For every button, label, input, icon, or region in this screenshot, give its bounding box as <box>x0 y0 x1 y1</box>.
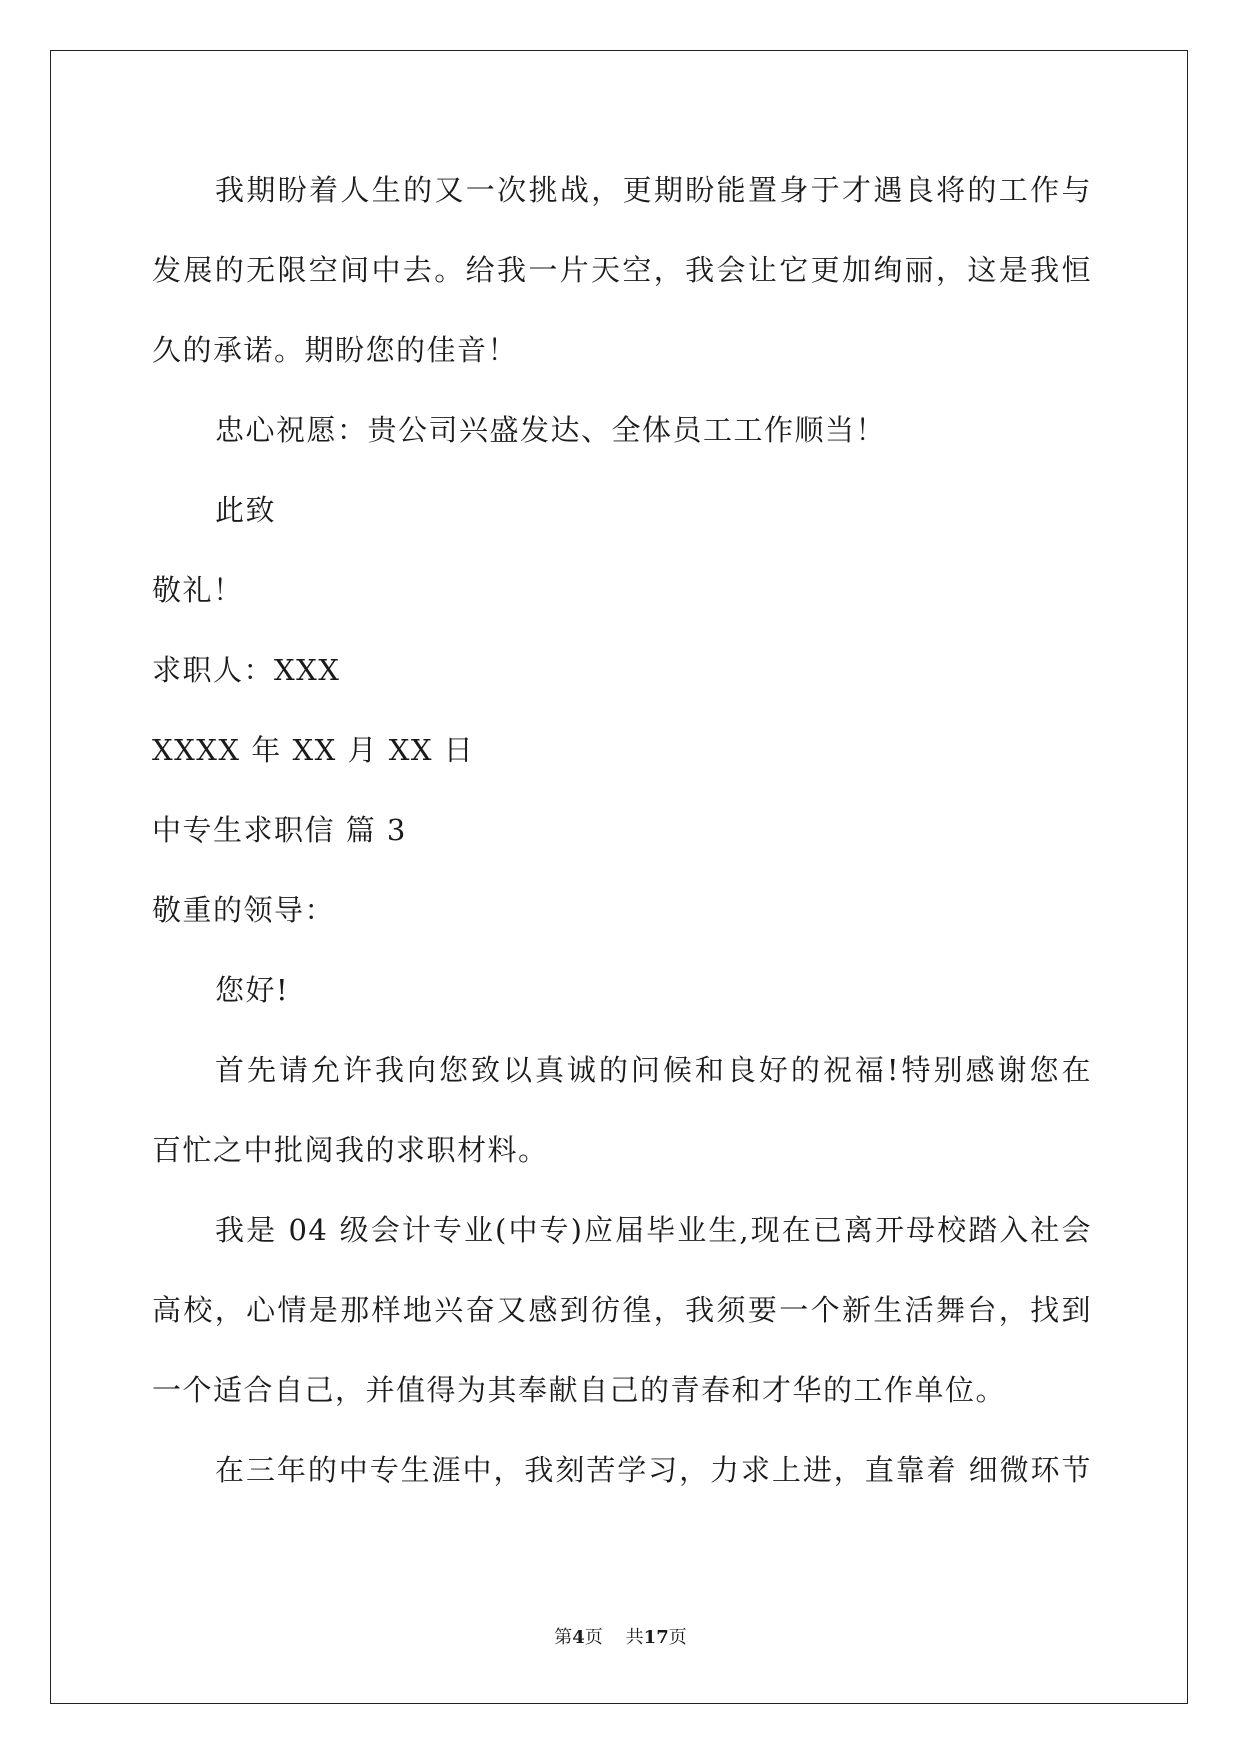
current-page-number: 4 <box>572 1627 585 1648</box>
greeting-line: 敬重的领导： <box>152 893 336 927</box>
body-line: 发展的无限空间中去。给我一片天空，我会让它更加绚丽，这是我恒 <box>152 253 1092 287</box>
total-page-count: 17 <box>643 1627 669 1648</box>
section-heading: 中专生求职信 篇 3 <box>152 813 407 847</box>
body-line: 一个适合自己，并值得为其奉献自己的青春和才华的工作单位。 <box>152 1373 1007 1407</box>
body-line: 在三年的中专生涯中，我刻苦学习，力求上进，直靠着 细微环节 <box>215 1453 1092 1487</box>
body-line: 首先请允许我向您致以真诚的问候和良好的祝福!特别感谢您在 <box>215 1053 1092 1087</box>
body-line: 高校，心情是那样地兴奋又感到彷徨，我须要一个新生活舞台，找到 <box>152 1293 1092 1327</box>
footer-prefix: 第 <box>554 1627 573 1648</box>
date-line: XXXX 年 XX 月 XX 日 <box>152 733 475 767</box>
body-line: 久的承诺。期盼您的佳音！ <box>152 333 519 367</box>
footer-mid: 页 共 <box>584 1627 644 1648</box>
body-line: 我是 04 级会计专业(中专)应届毕业生,现在已离开母校踏入社会 <box>215 1213 1092 1247</box>
salutation-line: 敬礼！ <box>152 573 244 607</box>
greeting-line: 您好! <box>215 973 290 1007</box>
body-line: 我期盼着人生的又一次挑战，更期盼能置身于才遇良将的工作与 <box>215 173 1092 207</box>
applicant-line: 求职人：XXX <box>152 653 341 687</box>
footer-suffix: 页 <box>668 1627 687 1648</box>
body-line: 百忙之中批阅我的求职材料。 <box>152 1133 549 1167</box>
closing-line: 此致 <box>215 493 277 527</box>
blessing-line: 忠心祝愿：贵公司兴盛发达、全体员工工作顺当！ <box>215 413 887 447</box>
page-footer <box>0 1626 1241 1650</box>
